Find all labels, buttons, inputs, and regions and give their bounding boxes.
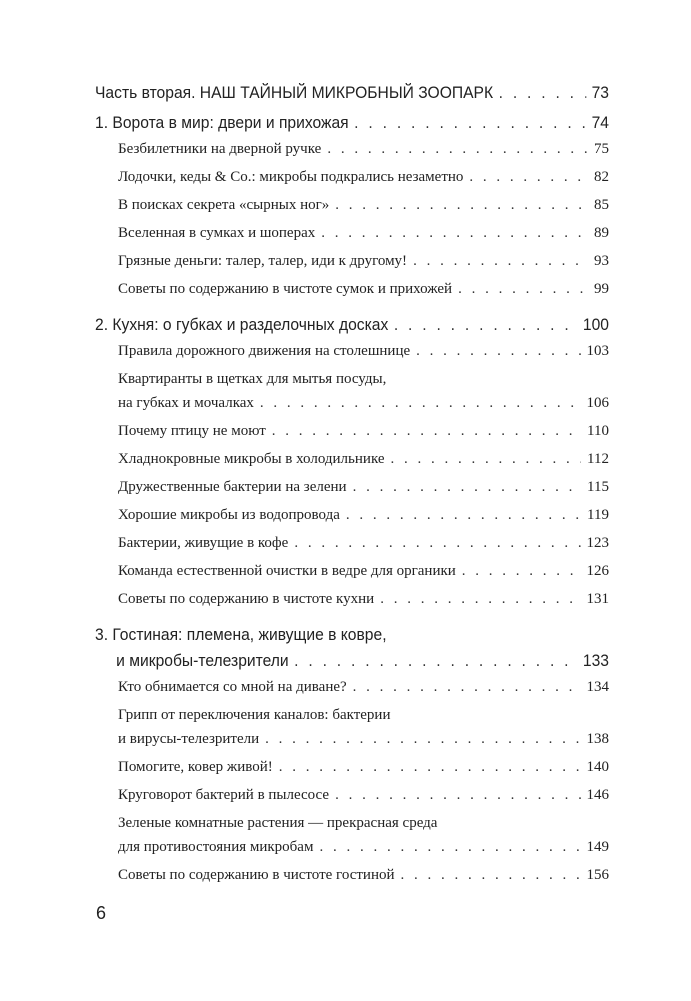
entry-title: Бактерии, живущие в кофе (118, 535, 289, 551)
leader-dots (354, 110, 586, 136)
entry-page: 106 (586, 395, 609, 411)
entry-title: Советы по содержанию в чистоте сумок и прихожей (118, 281, 453, 297)
entry-page: 123 (586, 535, 609, 551)
leader-dots (394, 312, 578, 338)
leader-dots (260, 391, 581, 415)
entry-title: Советы по содержанию в чистоте кухни (118, 591, 375, 607)
entry-title: Круговорот бактерий в пылесосе (118, 787, 330, 803)
entry-page: 140 (586, 759, 609, 775)
leader-dots (353, 675, 581, 699)
toc-entry (118, 755, 609, 779)
entry-title: Советы по содержанию в чистоте гостиной (118, 867, 395, 883)
toc-entry (118, 193, 609, 217)
entry-page: 112 (587, 451, 609, 467)
toc-entry (118, 559, 609, 583)
entry-title: Лодочки, кеды & Co.: микробы подкрались незаметно (118, 169, 464, 185)
entry-title: Вселенная в сумках и шоперах (118, 225, 316, 241)
toc-entry (118, 587, 609, 611)
entry-title: Хорошие микробы из водопровода (118, 507, 340, 523)
leader-dots (380, 587, 580, 611)
entry-title: В поисках секрета «сырных ног» (118, 197, 330, 213)
toc-entry (118, 339, 609, 363)
entry-title: Безбилетники на дверной ручке (118, 141, 322, 157)
entry-page: 126 (586, 563, 609, 579)
toc-entry (118, 165, 609, 189)
leader-dots (279, 755, 581, 779)
toc-entry (118, 419, 609, 443)
entry-page: 131 (586, 591, 609, 607)
entry-title-line: Зеленые комнатные растения — прекрасная среда (118, 815, 438, 831)
leader-dots (265, 727, 580, 751)
entry-page: 93 (594, 253, 609, 269)
toc-entry (118, 811, 609, 859)
leader-dots (458, 277, 588, 301)
toc-entry (118, 277, 609, 301)
part-heading (95, 80, 609, 106)
chapter-heading (95, 622, 609, 674)
entry-page: 85 (594, 197, 609, 213)
leader-dots (416, 339, 580, 363)
entry-title: Правила дорожного движения на столешнице (118, 343, 411, 359)
toc-entry (118, 137, 609, 161)
leader-dots (272, 419, 581, 443)
chapter-title-line: и микробы-телезрители (116, 651, 289, 670)
leader-dots (294, 531, 580, 555)
leader-dots (499, 80, 586, 106)
entry-title: Дружественные бактерии на зелени (118, 479, 347, 495)
toc-entry (118, 703, 609, 751)
entry-title-line: для противостояния микробам (118, 839, 314, 855)
chapter-heading (95, 110, 609, 136)
toc-entry (118, 221, 609, 245)
toc-entry (118, 503, 609, 527)
entry-title-line: Квартиранты в щетках для мытья посуды, (118, 371, 387, 387)
leader-dots (335, 783, 580, 807)
entry-page: 115 (587, 479, 609, 495)
chapter-heading (95, 312, 609, 338)
chapter-page: 74 (591, 113, 610, 132)
chapter-title-line: 3. Гостиная: племена, живущие в ковре, (95, 625, 387, 644)
entry-title: Грязные деньги: талер, талер, иди к другому! (118, 253, 408, 269)
entry-page: 110 (587, 423, 609, 439)
toc-entry (118, 475, 609, 499)
leader-dots (294, 648, 577, 674)
page-number: 6 (96, 903, 107, 923)
table-of-contents (95, 80, 609, 891)
toc-entry (118, 675, 609, 699)
entry-page: 103 (586, 343, 609, 359)
toc-entry (118, 863, 609, 887)
chapter-page: 133 (582, 651, 610, 670)
leader-dots (335, 193, 588, 217)
entry-page: 119 (587, 507, 609, 523)
part-title: Часть вторая. НАШ ТАЙНЫЙ МИКРОБНЫЙ ЗООПАРК (95, 83, 494, 102)
entry-title: Почему птицу не моют (118, 423, 266, 439)
leader-dots (327, 137, 588, 161)
chapter-title: 1. Ворота в мир: двери и прихожая (95, 113, 349, 132)
entry-title: Помогите, ковер живой! (118, 759, 273, 775)
toc-entry (118, 447, 609, 471)
entry-title-line: Грипп от переключения каналов: бактерии (118, 707, 391, 723)
part-page: 73 (591, 83, 610, 102)
leader-dots (391, 447, 582, 471)
leader-dots (321, 221, 588, 245)
leader-dots (353, 475, 581, 499)
entry-page: 82 (594, 169, 609, 185)
entry-page: 99 (594, 281, 609, 297)
leader-dots (469, 165, 588, 189)
entry-page: 156 (586, 867, 609, 883)
entry-title-line: и вирусы-телезрители (118, 731, 260, 747)
leader-dots (346, 503, 581, 527)
entry-page: 89 (594, 225, 609, 241)
entry-title: Хладнокровные микробы в холодильнике (118, 451, 385, 467)
toc-entry (118, 367, 609, 415)
entry-page: 134 (586, 679, 609, 695)
entry-title: Кто обнимается со мной на диване? (118, 679, 347, 695)
leader-dots (413, 249, 588, 273)
entry-title: Команда естественной очистки в ведре для органики (118, 563, 456, 579)
entry-title-line: на губках и мочалках (118, 395, 254, 411)
entry-page: 146 (586, 787, 609, 803)
chapter-page: 100 (582, 315, 610, 334)
leader-dots (401, 863, 581, 887)
entry-page: 149 (586, 839, 609, 855)
chapter-title: 2. Кухня: о губках и разделочных досках (95, 315, 389, 334)
entry-page: 75 (594, 141, 609, 157)
toc-entry (118, 531, 609, 555)
entry-page: 138 (586, 731, 609, 747)
leader-dots (462, 559, 581, 583)
leader-dots (319, 835, 580, 859)
toc-entry (118, 783, 609, 807)
toc-entry (118, 249, 609, 273)
